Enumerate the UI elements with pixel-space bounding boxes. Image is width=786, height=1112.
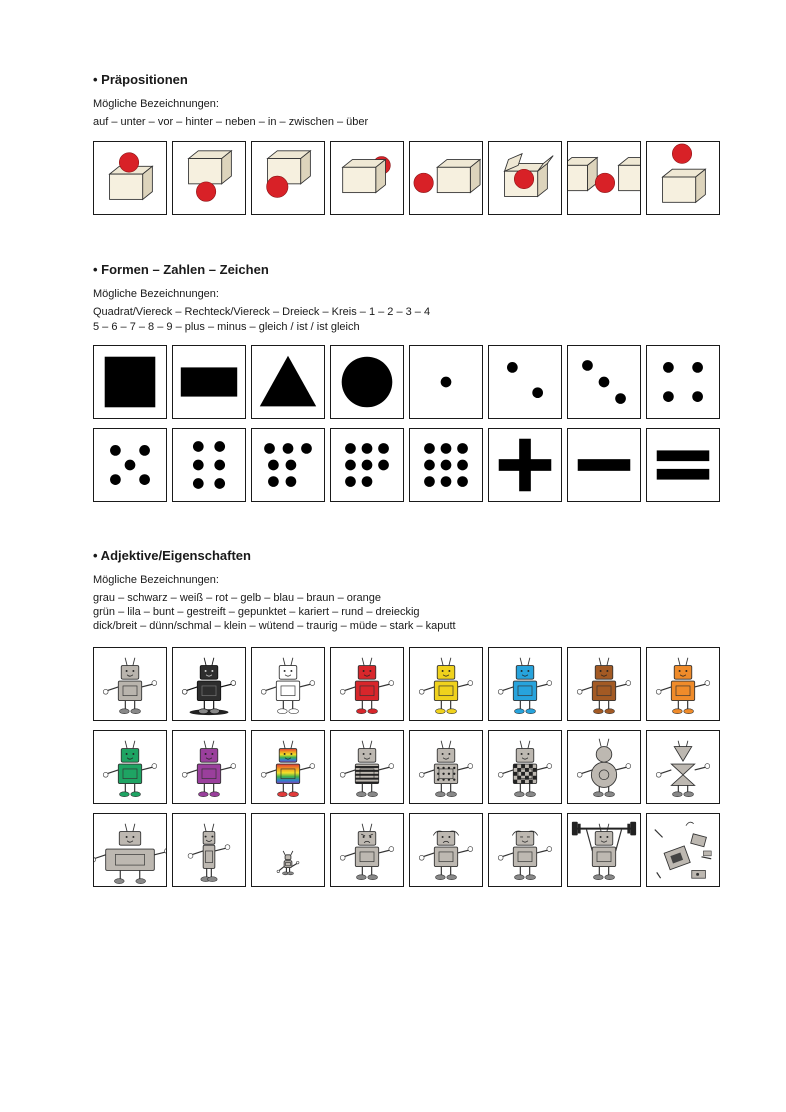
robot-tile-lila [172,730,246,804]
robot-tile-grau [93,647,167,721]
shape-tile-dots-5 [93,428,167,502]
section-title-prepositions: • Präpositionen [93,72,188,87]
shape-tile-dots-1 [409,345,483,419]
preposition-tile-neben [409,141,483,215]
adjectives-grid-row-2 [93,730,720,804]
robot-tile-blau [488,647,562,721]
robot-tile-dreieckig [646,730,720,804]
shape-tile-dots-4 [646,345,720,419]
robot-tile-orange [646,647,720,721]
robot-tile-klein [251,813,325,887]
preposition-tile-in [488,141,562,215]
robot-tile-gepunktet [409,730,483,804]
preposition-tile-auf [93,141,167,215]
robot-tile-gruen [93,730,167,804]
adjectives-words-line-2: grün – lila – bunt – gestreift – gepunktet – kariert – rund – dreieckig [93,606,420,618]
adjectives-words-line-3: dick/breit – dünn/schmal – klein – wütend – traurig – müde – stark – kaputt [93,620,456,632]
robot-tile-braun [567,647,641,721]
robot-tile-weiss [251,647,325,721]
section-title-shapes: • Formen – Zahlen – Zeichen [93,262,269,277]
shape-tile-gleich [646,428,720,502]
shapes-subtitle: Mögliche Bezeichnungen: [93,288,219,300]
adjectives-subtitle: Mögliche Bezeichnungen: [93,574,219,586]
prepositions-words: auf – unter – vor – hinter – neben – in – zwischen – über [93,116,369,128]
adjectives-words-line-1: grau – schwarz – weiß – rot – gelb – blau – braun – orange [93,592,382,604]
shape-tile-minus [567,428,641,502]
shapes-words-line-1: Quadrat/Viereck – Rechteck/Viereck – Dreieck – Kreis – 1 – 2 – 3 – 4 [93,306,431,318]
prepositions-grid [93,141,720,215]
robot-tile-wuetend [330,813,404,887]
shape-tile-dots-7 [251,428,325,502]
shapes-grid-row-1 [93,345,720,419]
shapes-words-line-2: 5 – 6 – 7 – 8 – 9 – plus – minus – gleich / ist / ist gleich [93,321,360,333]
robot-tile-schwarz [172,647,246,721]
robot-tile-duenn [172,813,246,887]
shape-tile-rechteck [172,345,246,419]
preposition-tile-vor [251,141,325,215]
shape-tile-dots-8 [330,428,404,502]
robot-tile-kaputt [646,813,720,887]
shape-tile-quadrat [93,345,167,419]
shape-tile-dreieck [251,345,325,419]
preposition-tile-unter [172,141,246,215]
prepositions-subtitle: Mögliche Bezeichnungen: [93,98,219,110]
preposition-tile-zwischen [567,141,641,215]
robot-tile-dick [93,813,167,887]
shape-tile-dots-3 [567,345,641,419]
preposition-tile-über [646,141,720,215]
robot-tile-gestreift [330,730,404,804]
adjectives-grid-row-1 [93,647,720,721]
preposition-tile-hinter [330,141,404,215]
shapes-grid-row-2 [93,428,720,502]
section-title-adjectives: • Adjektive/Eigenschaften [93,548,251,563]
shape-tile-kreis [330,345,404,419]
adjectives-grid-row-3 [93,813,720,887]
robot-tile-rund [567,730,641,804]
robot-tile-muede [488,813,562,887]
robot-tile-stark [567,813,641,887]
robot-tile-traurig [409,813,483,887]
robot-tile-bunt [251,730,325,804]
robot-tile-rot [330,647,404,721]
shape-tile-plus [488,428,562,502]
shape-tile-dots-2 [488,345,562,419]
shape-tile-dots-9 [409,428,483,502]
robot-tile-gelb [409,647,483,721]
robot-tile-kariert [488,730,562,804]
shape-tile-dots-6 [172,428,246,502]
